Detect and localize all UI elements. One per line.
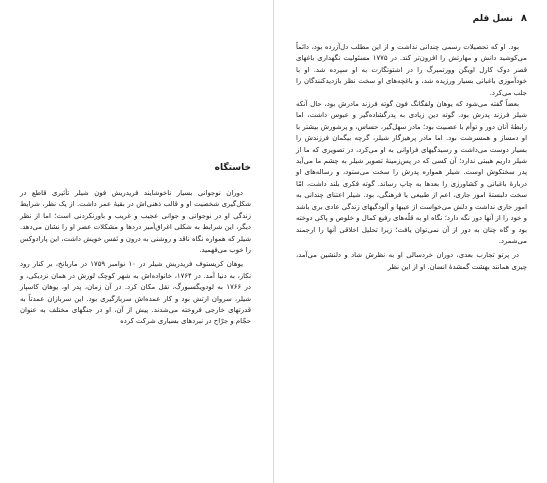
paragraph: یوهان کریستوف فریدریش شیلر در ۱۰ نوامبر ۱۷۵۹ در ماربانخ، بر کنار رود نکار، به دنیا آمد. در ۱۷۶۴، خانواده‌اش به شهر کوچک لورش در همان نزدیکی، و در ۱۷۶۶ به لودویگسبورگ، نقل مکان کرد. در آن زمان، پدر او، یوهان کاسپار شیلر، سروان ارتش بود و کار عمده‌اش سربازگیری بود. این سربازان عمدتاً به قدرتهای خارجی فروخته می‌شدند. پیش از آن، او در جنگهای مختلف به عنوان حجّام و جرّاح در نبردهای بسیاری شرکت کرده	[20, 260, 251, 326]
paragraph: بود. او که تحصیلات رسمی چندانی نداشت و از این مطلب دل‌آزرده بود، دائماً می‌کوشید دانش و مهارتش را افزون‌تر کند. در ۱۷۷۵ مسئولیت نگهداری باغهای قصر دوک کارل اویگن وورتمبرگ را در اشتوتگارت به او سپرده شد. او با خودآموزی باغبانی بسیار ورزیده شد، و باغچه‌های او سخت نظر بازدیدکنندگان را جلب می‌کرد.	[296, 43, 527, 97]
paragraph: دوران نوجوانی بسیار ناخوشایند فریدریش فون شیلر تأثیری قاطع در شکل‌گیری شخصیت او و قالب ذهنی‌اش در بقیهٔ عمر داشت. از یک نظر، شرایط زندگی او در نوجوانی و جوانی عجیب و غریب و باورنکردنی است؛ اما از نظر دیگر، این شرایط به شکلی اغراق‌آمیز دردها و مشکلات عصر او را نشان می‌دهد. شیلر که همواره نگاه ناقد و روشنی به درون و نَفس خویش داشت، این پارادوکس را خوب می‌فهمید.	[20, 189, 251, 255]
page-number: ۸	[520, 13, 527, 24]
right-page	[274, 0, 547, 483]
paragraph: بعضاً گفته می‌شود که یوهان ولفگانگ فون گوته فرزند مادرش بود، حال آنکه شیلر فرزند پدرش بود. گوته دین زیادی به پدرگشاده‌گیر و عبوس داشت، اما رابطهٔ آنان دور و توأم با عصبیت بود؛ مادر سهل‌گیر، حساس، و پرشورش بیشتر با او دمساز و همسرشت بود. اما مادر پرهیزگار شیلر، گرچه بیگمان فرزندش را بسیار دوست می‌داشت و رسیدگیهای فراوانی به او می‌کرد، در تصویری که ما از شیلر داریم هیبتی ندارد؛ آن کسی که در پس‌زمینهٔ تصویر شیلر به چشم ما می‌آید پدر سختکوش اوست. شیلر همواره پدرش را سخت می‌ستود، و رساله‌های او دربارهٔ باغبانی و کشاورزی را بعدها به چاپ رساند. گوته فکری بلند داشت، امّا سخت دلبستهٔ امور جاری، اعم از طبیعی یا فرهنگی، بود. شیلر اعتنای چندانی به امور جاری نداشت و دلش می‌خواست از عیبها و آلودگیهای زندگی عادی بری باشد و خود را از آنها دور نگه دارد؛ نگاه او به قلّه‌های رفیع کمال و خلوص و پاکی دوخته بود و گاه چنان به دور از آن نمی‌توان یافت؛ زیرا تحلیل اخلاقی آنها را ارجمند می‌شمرد.	[296, 100, 527, 245]
book-title: نسل قلم	[472, 14, 513, 24]
paragraph: در پرتو تجارب بعدی، دوران خردسالی او به‌ نظرش شاد و دلنشین می‌آمد، چیزی همانند بهشت گمشدهٔ انسان. او از این نظر	[296, 251, 527, 271]
left-page-body	[20, 188, 251, 328]
right-page-body	[296, 42, 527, 273]
section-heading: خاستگاه	[214, 163, 251, 173]
left-page	[0, 0, 273, 483]
running-header	[274, 12, 547, 28]
